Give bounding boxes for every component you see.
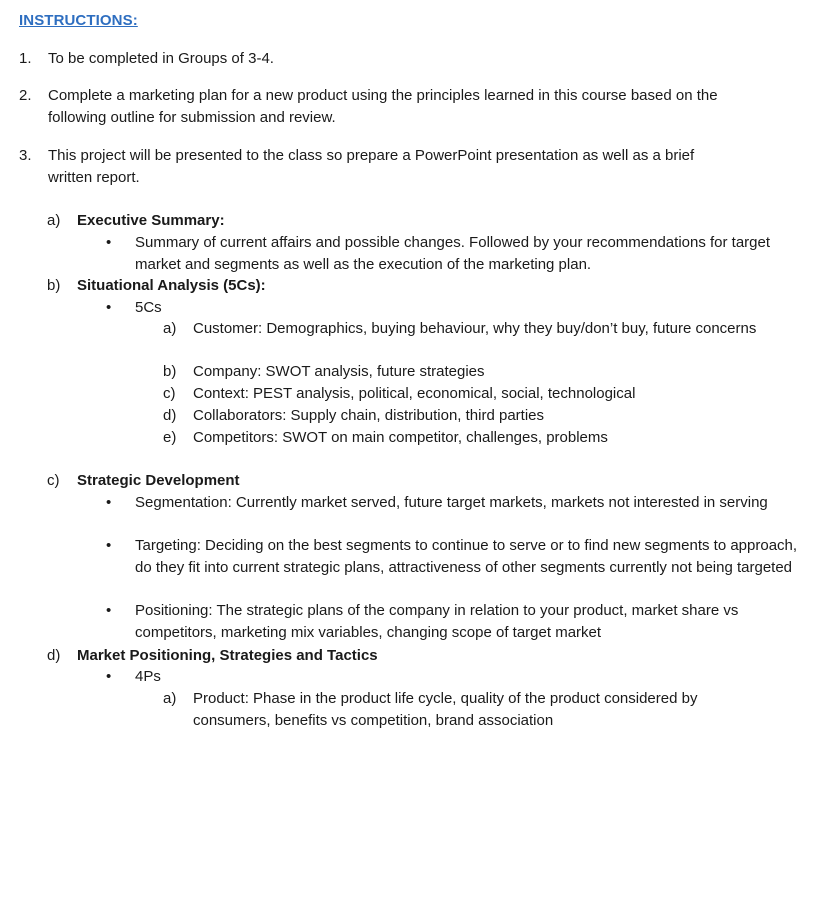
sub-item-letter: a) [163,690,177,707]
section-title: Executive Summary: [77,212,225,229]
bullet-icon: • [106,494,112,511]
item-text: This project will be presented to the class so prepare a PowerPoint presentation as well as a brief written report. [48,147,695,186]
item-text: To be completed in Groups of 3-4. [48,50,274,67]
sub-item-letter: c) [163,385,176,402]
instructions-heading: INSTRUCTIONS: [19,12,138,29]
section-title: Strategic Development [77,472,240,489]
section-letter: d) [47,647,61,664]
sub-item-letter: a) [163,320,177,337]
sub-item-text: Collaborators: Supply chain, distribution, third parties [193,407,545,424]
bullet-icon: • [106,537,112,554]
item-number: 1. [19,50,32,67]
section-title: Market Positioning, Strategies and Tactics [77,647,378,664]
sub-item-text: Context: PEST analysis, political, economical, social, technological [193,385,636,402]
bullet-text: Segmentation: Currently market served, future target markets, markets not interested in serving [135,494,768,511]
bullet-icon: • [106,234,112,251]
section-letter: b) [47,277,61,294]
sub-item-letter: e) [163,429,177,446]
bullet-text: Targeting: Deciding on the best segments to continue to serve or to find new segments to approach, do they fit into current strategic plans, attractiveness of other segments currently not being targeted [135,537,798,576]
sub-item-text: Customer: Demographics, buying behaviour, why they buy/don’t buy, future concerns [193,320,757,337]
sub-item-text: Competitors: SWOT on main competitor, challenges, problems [193,429,608,446]
bullet-text: Positioning: The strategic plans of the company in relation to your product, market share vs competitors, marketing mix variables, changing scope of target market [135,602,739,641]
bullet-icon: • [106,602,112,619]
bullet-icon: • [106,299,112,316]
sub-item-text: Product: Phase in the product life cycle, quality of the product considered by consumers, benefits vs competition, brand association [193,690,698,729]
item-text: Complete a marketing plan for a new product using the principles learned in this course based on the following outline for submission and review. [48,87,718,126]
sub-item-text: Company: SWOT analysis, future strategies [193,363,485,380]
section-title: Situational Analysis (5Cs): [77,277,266,294]
item-number: 3. [19,147,32,164]
bullet-text: 4Ps [135,668,161,685]
section-letter: c) [47,472,60,489]
sub-item-letter: b) [163,363,177,380]
section-letter: a) [47,212,61,229]
sub-item-letter: d) [163,407,177,424]
bullet-text: Summary of current affairs and possible changes. Followed by your recommendations for target market and segments as well as the execution of the marketing plan. [135,234,771,273]
bullet-text: 5Cs [135,299,162,316]
bullet-icon: • [106,668,112,685]
item-number: 2. [19,87,32,104]
